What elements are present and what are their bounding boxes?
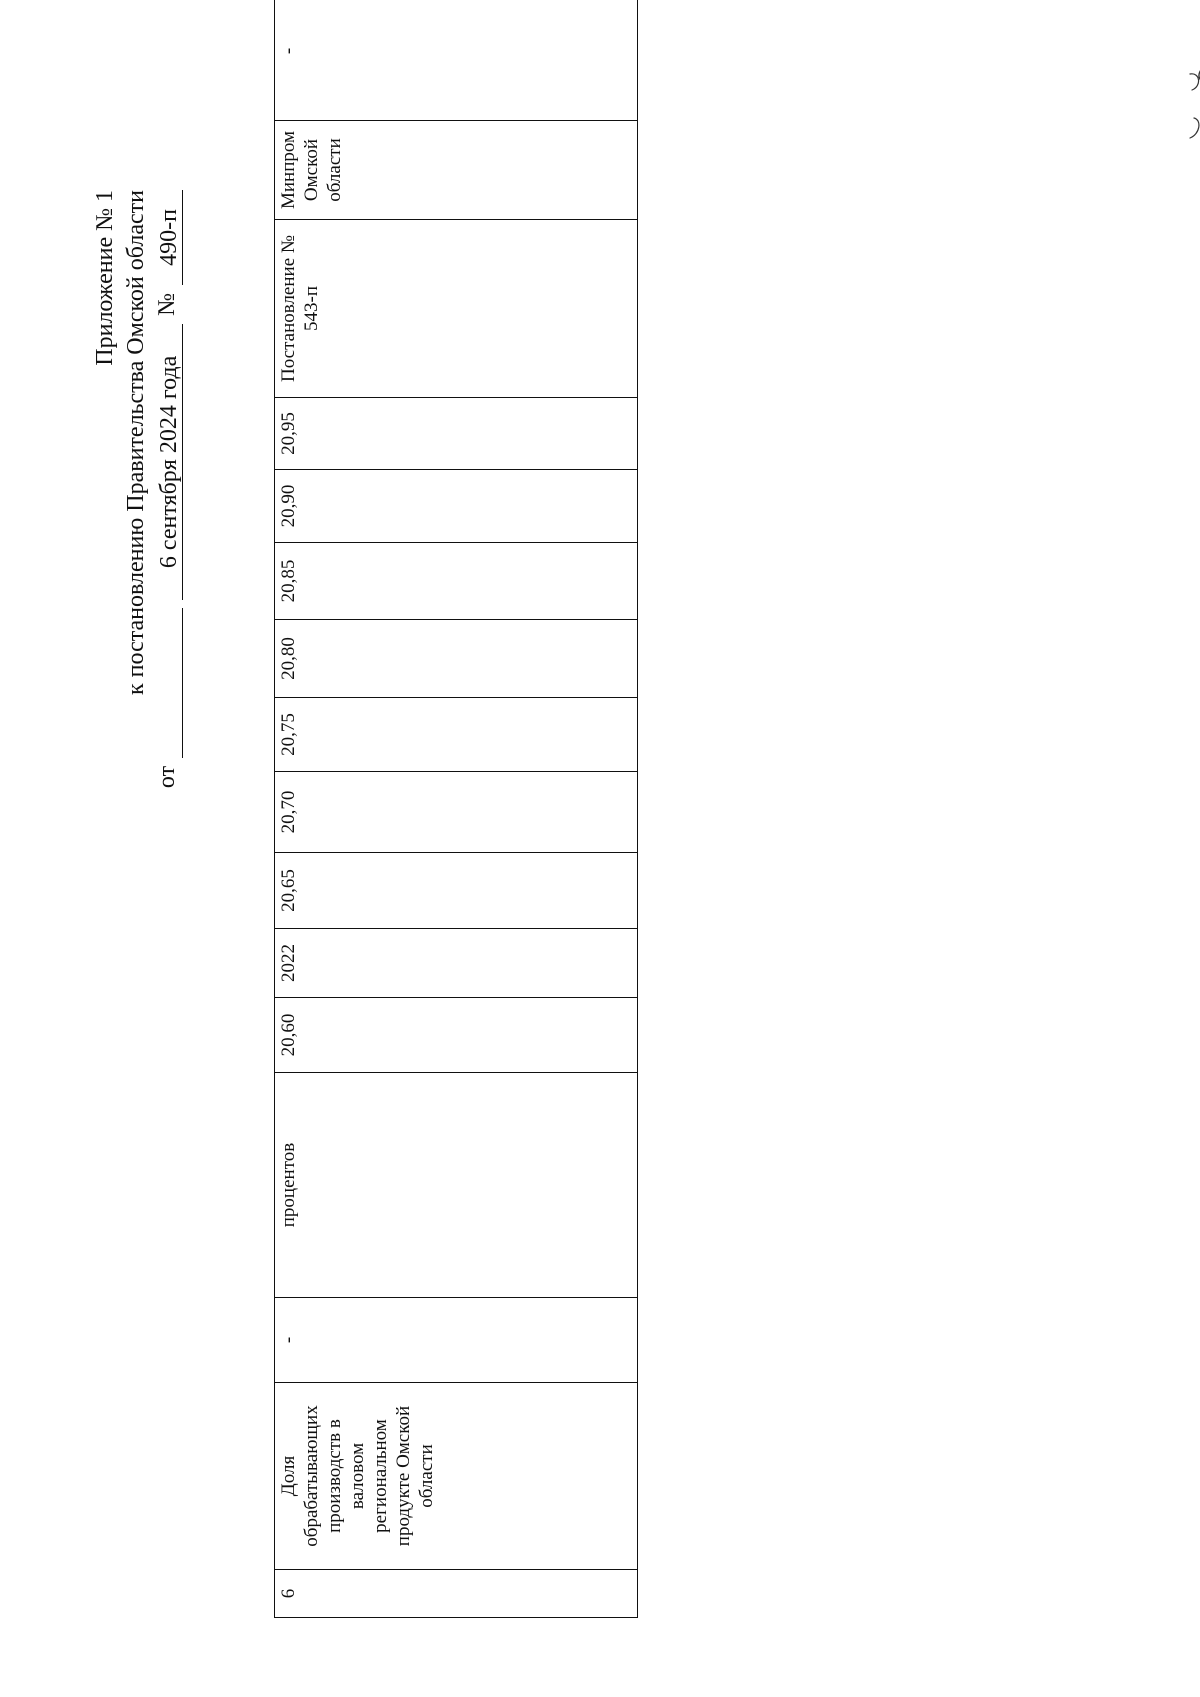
annex-subtitle: к постановлению Правительства Омской области (123, 190, 149, 696)
from-label: от (154, 765, 180, 789)
dash-cell: - (275, 1298, 638, 1383)
value-cell: 20,70 (275, 772, 638, 853)
base-year: 2022 (275, 929, 638, 998)
responsible-cell: Минпром Омской области (275, 121, 638, 220)
unit-cell: процентов (275, 1073, 638, 1298)
annex-date-line (152, 190, 183, 810)
value-cell: 20,90 (275, 470, 638, 543)
value-cell: 20,75 (275, 698, 638, 772)
annex-header (90, 190, 183, 810)
document-cell: Постановление № 543-п (275, 220, 638, 398)
base-value: 20,60 (275, 998, 638, 1073)
number-sign: № (154, 293, 180, 316)
dash-cell: - (275, 0, 638, 121)
value-cell: 20,95 (275, 398, 638, 470)
value-cell: 20,85 (275, 543, 638, 620)
annex-number: 490-п (157, 190, 183, 285)
annex-date: 6 сентября 2024 года (157, 324, 183, 600)
value-cell: 20,65 (275, 853, 638, 929)
handwritten-signature (1140, 20, 1200, 160)
blank-line (157, 608, 183, 758)
indicator-table (274, 0, 638, 1618)
annex-title: Приложение № 1 (92, 190, 118, 366)
row-number: 6 (275, 1570, 638, 1618)
table-row (275, 0, 638, 1618)
value-cell: 20,80 (275, 620, 638, 698)
indicator-name: Доля обрабатывающих производств в валовом региональном продукте Омской области (275, 1383, 638, 1570)
